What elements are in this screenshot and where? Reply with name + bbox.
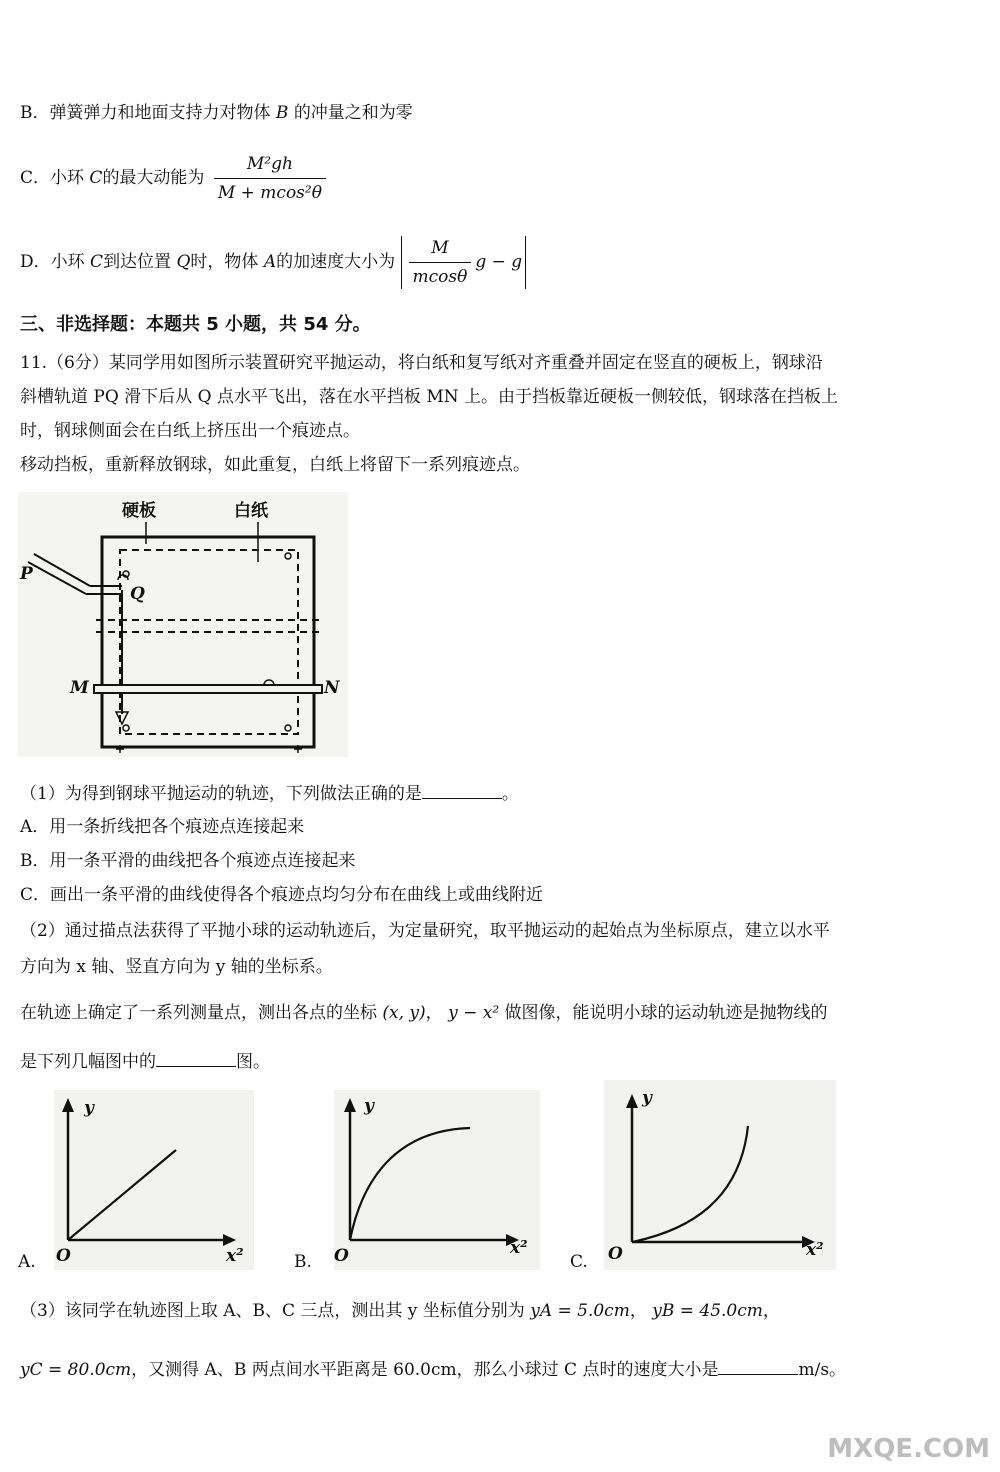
answer-blank-2[interactable] [156, 1048, 236, 1067]
watermark-logo: MXQE.COM [827, 1434, 990, 1464]
q11-part2-line1: （2）通过描点法获得了平抛小球的运动轨迹后，为定量研究，取平抛运动的起始点为坐标原点，建立以水平 [20, 921, 830, 941]
label-n: N [324, 678, 340, 698]
q11-line-4: 移动挡板，重新释放钢球，如此重复，白纸上将留下一系列痕迹点。 [20, 455, 530, 475]
graph-c: C. O y x² [570, 1080, 840, 1275]
kinetic-energy-fraction: $\frac{\text{M²gh}}{\text{M + mcos²θ}}$ [214, 152, 326, 205]
answer-blank-3[interactable] [718, 1356, 798, 1375]
apparatus-diagram [18, 492, 348, 757]
section-title: 三、非选择题：本题共 5 小题，共 54 分。 [20, 314, 371, 335]
p1-option-a: A．用一条折线把各个痕迹点连接起来 [20, 817, 305, 837]
label-q: Q [130, 584, 145, 604]
q11-line-1: 11.（6分）某同学用如图所示装置研究平抛运动，将白纸和复写纸对齐重叠并固定在竖直的硬板上，钢球沿 [20, 353, 823, 373]
graph-b-plot [294, 1090, 544, 1275]
q11-part3-line1: （3）该同学在轨迹图上取 A、B、C 三点，测出其 y 坐标值分别为 yA = 5.0cm， yB = 45.0cm， [20, 1301, 780, 1321]
acceleration-abs-expression: $\frac{M}{mcos\theta}$ g − g [401, 236, 527, 289]
label-board: 硬板 [122, 501, 156, 521]
p1-option-c: C．画出一条平滑的曲线使得各个痕迹点均匀分布在曲线上或曲线附近 [20, 885, 544, 905]
q11-line-3: 时，钢球侧面会在白纸上挤压出一个痕迹点。 [20, 421, 360, 441]
graph-a: A. O y x² [18, 1090, 258, 1275]
option-c: C．小环 C的最大动能为 $\frac{\text{M²gh}}{\text{M + mcos²θ}}$ [20, 148, 330, 208]
option-d: D．小环 C到达位置 Q时，物体 A的加速度大小为 $\frac{M}{mcos\theta}$ g − g [20, 232, 526, 292]
q11-part2-line4: 是下列几幅图中的 图。 [20, 1048, 270, 1075]
q11-part2-line3: 在轨迹上确定了一系列测量点，测出各点的坐标 (x, y)， y − x² 做图像，能说明小球的运动轨迹是抛物线的 [20, 1003, 828, 1023]
answer-blank-1[interactable] [422, 780, 502, 799]
label-p: P [20, 564, 33, 584]
option-b: B．弹簧弹力和地面支持力对物体 B 的冲量之和为零 [20, 103, 413, 123]
p1-option-b: B．用一条平滑的曲线把各个痕迹点连接起来 [20, 851, 356, 871]
graph-a-plot [18, 1090, 258, 1275]
q11-part1: （1）为得到钢球平抛运动的轨迹，下列做法正确的是 。 [20, 780, 519, 807]
plate-mn [94, 685, 322, 693]
q11-part2-line2: 方向为 x 轴、竖直方向为 y 轴的坐标系。 [20, 957, 333, 977]
apparatus-figure [18, 492, 348, 757]
label-paper: 白纸 [234, 501, 268, 521]
q11-line-2: 斜槽轨道 PQ 滑下后从 Q 点水平飞出，落在水平挡板 MN 上。由于挡板靠近硬板一侧较低，钢球落在挡板上 [20, 387, 839, 407]
q11-part3-line2: yC = 80.0cm，又测得 A、B 两点间水平距离是 60.0cm，那么小球过 C 点时的速度大小是 m/s。 [20, 1356, 846, 1383]
label-m: M [70, 678, 89, 698]
graph-b: B. O y x² [294, 1090, 544, 1275]
